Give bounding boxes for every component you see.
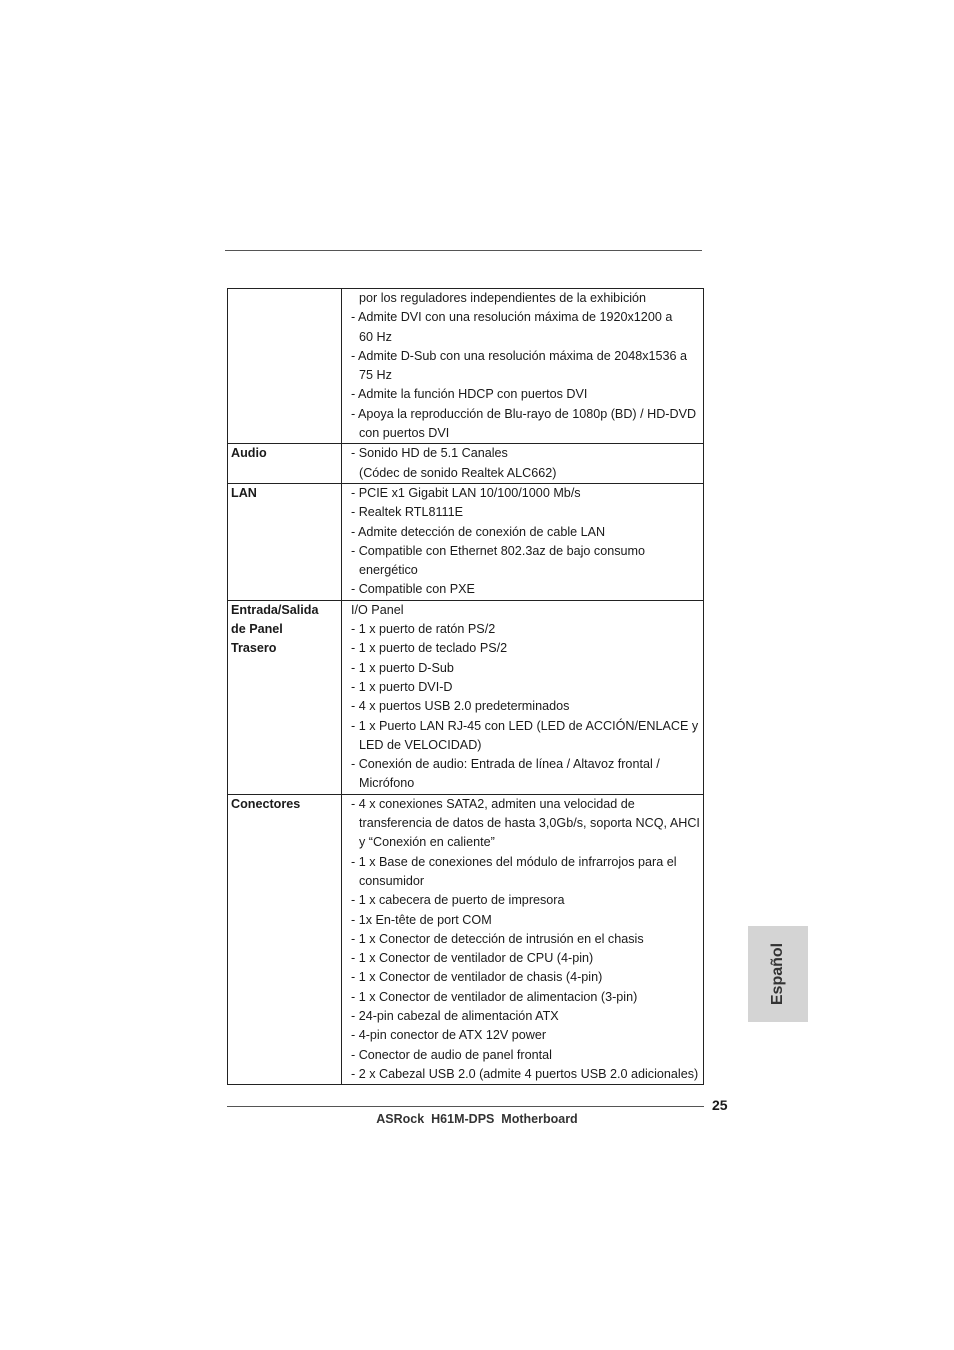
footer-title	[0, 1112, 954, 1126]
language-tab	[748, 926, 808, 1022]
spec-line: - Admite detección de conexión de cable LAN	[351, 524, 606, 539]
spec-line: y “Conexión en caliente”	[359, 835, 495, 850]
spec-line: - 1x En-tête de port COM	[351, 912, 492, 927]
spec-line: - Admite DVI con una resolución máxima de 1920x1200 a	[351, 310, 673, 325]
spec-line: - 1 x cabecera de puerto de impresora	[351, 893, 565, 908]
spec-line: energético	[359, 563, 418, 578]
spec-line: - Admite la función HDCP con puertos DVI	[351, 387, 588, 402]
spec-line: LED de VELOCIDAD)	[359, 737, 482, 752]
spec-line: I/O Panel	[351, 602, 404, 617]
spec-label: Trasero	[231, 641, 277, 656]
spec-line: Micrófono	[359, 776, 415, 791]
spec-label-cell	[228, 289, 342, 444]
spec-line: - Realtek RTL8111E	[351, 505, 464, 520]
header-rule	[225, 250, 702, 251]
spec-value-cell	[342, 483, 704, 600]
spec-line: - Conector de audio de panel frontal	[351, 1047, 552, 1062]
spec-line: - 1 x puerto DVI-D	[351, 679, 453, 694]
spec-line: - 4 x puertos USB 2.0 predeterminados	[351, 699, 570, 714]
spec-value-cell	[342, 289, 704, 444]
spec-line: - Apoya la reproducción de Blu-rayo de 1080p (BD) / HD-DVD	[351, 406, 697, 421]
spec-label-cell	[228, 794, 342, 1084]
spec-line: - 1 x Conector de ventilador de alimentacion (3-pin)	[351, 989, 638, 1004]
spec-table	[227, 288, 704, 1085]
spec-label: de Panel	[231, 622, 283, 637]
spec-line: - Compatible con Ethernet 802.3az de bajo consumo	[351, 543, 646, 558]
spec-label: Entrada/Salida	[231, 602, 319, 617]
spec-line: - 1 x Base de conexiones del módulo de infrarrojos para el	[351, 854, 677, 869]
spec-value-cell	[342, 794, 704, 1084]
spec-label: LAN	[231, 485, 257, 500]
spec-value-cell	[342, 600, 704, 794]
spec-row	[228, 289, 704, 444]
spec-row	[228, 444, 704, 484]
spec-row	[228, 483, 704, 600]
spec-label-cell	[228, 483, 342, 600]
spec-line: (Códec de sonido Realtek ALC662)	[359, 465, 557, 480]
spec-line: - 1 x Conector de ventilador de CPU (4-pin)	[351, 951, 594, 966]
spec-line: - 1 x puerto de ratón PS/2	[351, 622, 496, 637]
footer-title-text: ASRock H61M-DPS Motherboard	[376, 1112, 578, 1126]
spec-label-cell	[228, 444, 342, 484]
spec-line: transferencia de datos de hasta 3,0Gb/s, soporta NCQ, AHCI	[359, 816, 700, 831]
spec-label-cell	[228, 600, 342, 794]
spec-line: - 1 x puerto D-Sub	[351, 660, 454, 675]
spec-line: - PCIE x1 Gigabit LAN 10/100/1000 Mb/s	[351, 485, 581, 500]
spec-row	[228, 794, 704, 1084]
spec-line: - Compatible con PXE	[351, 582, 475, 597]
spec-line: - 1 x puerto de teclado PS/2	[351, 641, 508, 656]
spec-label: Audio	[231, 446, 267, 461]
spec-line: con puertos DVI	[359, 426, 450, 441]
footer-rule	[227, 1106, 704, 1107]
spec-line: - 1 x Puerto LAN RJ-45 con LED (LED de ACCIÓN/ENLACE y	[351, 718, 699, 733]
spec-line: - Sonido HD de 5.1 Canales	[351, 446, 508, 461]
spec-line: - 2 x Cabezal USB 2.0 (admite 4 puertos USB 2.0 adicionales)	[351, 1066, 699, 1081]
spec-line: - Admite D-Sub con una resolución máxima de 2048x1536 a	[351, 348, 688, 363]
spec-line: consumidor	[359, 873, 425, 888]
spec-line: - 24-pin cabezal de alimentación ATX	[351, 1008, 559, 1023]
spec-label: Conectores	[231, 796, 301, 811]
page-number: 25	[712, 1097, 728, 1113]
spec-line: 60 Hz	[359, 329, 392, 344]
spec-line: - 1 x Conector de ventilador de chasis (4-pin)	[351, 970, 603, 985]
spec-line: - 4-pin conector de ATX 12V power	[351, 1028, 547, 1043]
spec-value-cell	[342, 444, 704, 484]
spec-row	[228, 600, 704, 794]
spec-line: 75 Hz	[359, 368, 392, 383]
spec-line: - 1 x Conector de detección de intrusión en el chasis	[351, 931, 644, 946]
spec-line: por los reguladores independientes de la exhibición	[359, 291, 647, 305]
spec-line: - Conexión de audio: Entrada de línea / Altavoz frontal /	[351, 757, 660, 772]
spec-line: - 4 x conexiones SATA2, admiten una velocidad de	[351, 796, 635, 811]
language-tab-label: Español	[769, 942, 786, 1006]
